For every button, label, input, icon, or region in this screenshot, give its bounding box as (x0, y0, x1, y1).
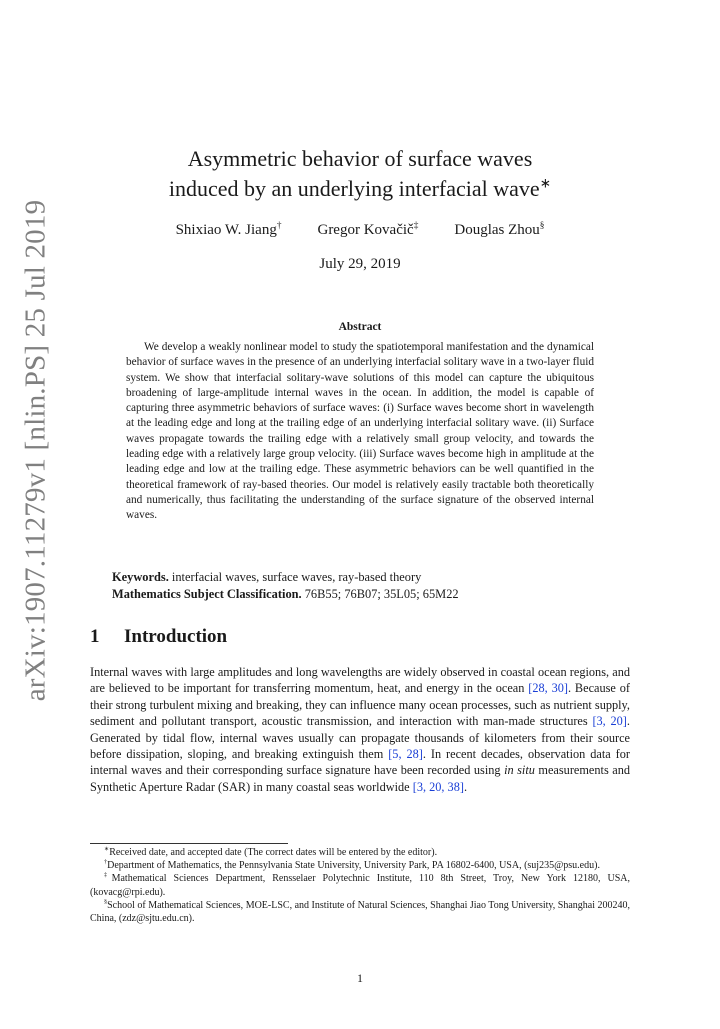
title-line-2: induced by an underlying interfacial wave∗ (168, 175, 552, 201)
arxiv-id: arXiv:1907.11279v1 [nlin.PS] 25 Jul 2019 (19, 199, 52, 701)
abstract-heading: Abstract (338, 321, 382, 333)
footnote-rule (90, 843, 288, 844)
author: Douglas Zhou§ (454, 221, 545, 238)
footnote: §School of Mathematical Sciences, MOE-LSC, and Institute of Natural Sciences, Shanghai Jiao Tong University, Shanghai 200240, China, (zdz@sjtu.edu.cn). (90, 898, 630, 925)
emphasis: in situ (504, 763, 535, 778)
abstract-text: We develop a weakly nonlinear model to study the spatiotemporal manifestation and the dynamical behavior of surface waves in the presence of an underlying interfacial solitary wave in a two-layer fluid system. We show that interfacial solitary-wave solutions of this model can capture the ubiquitous broadening of large-amplitude internal waves in the ocean. In addition, the model is capable of capturing three asymmetric behaviors of surface waves: (i) Surface waves become short in wavelength at the leading edge and long at the trailing edge of an underlying interfacial solitary wave. (ii) Surface waves propagate towards the trailing edge with a relatively small group velocity, and towards the leading edge with a relatively large group velocity. (iii) Surface waves become high in amplitude at the leading edge and low at the trailing edge. These asymmetric behaviors can be well quantified in the theoretical framework of ray-based theories. Our model is relatively easily tractable both theoretically and numerically, thus facilitating the understanding of the surface signature of the observed internal waves. (126, 341, 595, 522)
author-list (90, 222, 630, 239)
msc-line: Mathematics Subject Classification. 76B55; 76B07; 35L05; 65M22 (112, 587, 459, 601)
footnote: ‡Mathematical Sciences Department, Rensselaer Polytechnic Institute, 110 8th Street, Troy, New York 12180, USA, (kovacg@rpi.edu). (90, 872, 630, 898)
paper-date: July 29, 2019 (319, 256, 401, 272)
section-heading (90, 626, 227, 648)
footnote: †Department of Mathematics, the Pennsylvania State University, University Park, PA 16802-6400, USA, (suj235@psu.edu). (104, 858, 600, 872)
title-line-1: Asymmetric behavior of surface waves (187, 146, 533, 171)
keywords-line: Keywords. interfacial waves, surface waves, ray-based theory (112, 570, 422, 584)
citation-link[interactable]: [5, 28] (388, 747, 423, 762)
footnote: ∗Received date, and accepted date (The correct dates will be entered by the editor). (104, 845, 438, 858)
citation-link[interactable]: [28, 30] (528, 681, 568, 696)
section-number: 1 (90, 626, 100, 647)
intro-paragraph: Internal waves with large amplitudes and long wavelengths are widely observed in coastal ocean regions, and are believed to be important for transferring momentum, heat, and energy in the ocean [28, 30]. Because of their strong turbulent mixing and breaking, they can influence many ocean processes, such as nutrient supply, sediment and pollutant transport, acoustic transmission, and interaction with man-made structures [3, 20]. Generated by tidal flow, internal waves usually can propagate thousands of kilometers from their source before dissipation, sloping, and breaking extinguish them [5, 28]. In recent decades, observation data for internal waves and their corresponding surface signature have been recorded using in situ measurements and Synthetic Aperture Radar (SAR) in many coastal seas worldwide [3, 20, 38]. (90, 665, 630, 794)
paper-title (90, 144, 630, 204)
author: Shixiao W. Jiang† (175, 221, 282, 238)
section-title: Introduction (124, 626, 228, 647)
title-footnote-mark: ∗ (539, 175, 552, 191)
citation-link[interactable]: [3, 20] (592, 714, 627, 729)
author: Gregor Kovačič‡ (317, 221, 419, 238)
keywords-block (112, 569, 612, 603)
arxiv-sidebar (14, 199, 58, 701)
footnotes (90, 846, 630, 925)
page-number: 1 (357, 971, 363, 985)
citation-link[interactable]: [3, 20, 38] (412, 779, 464, 794)
